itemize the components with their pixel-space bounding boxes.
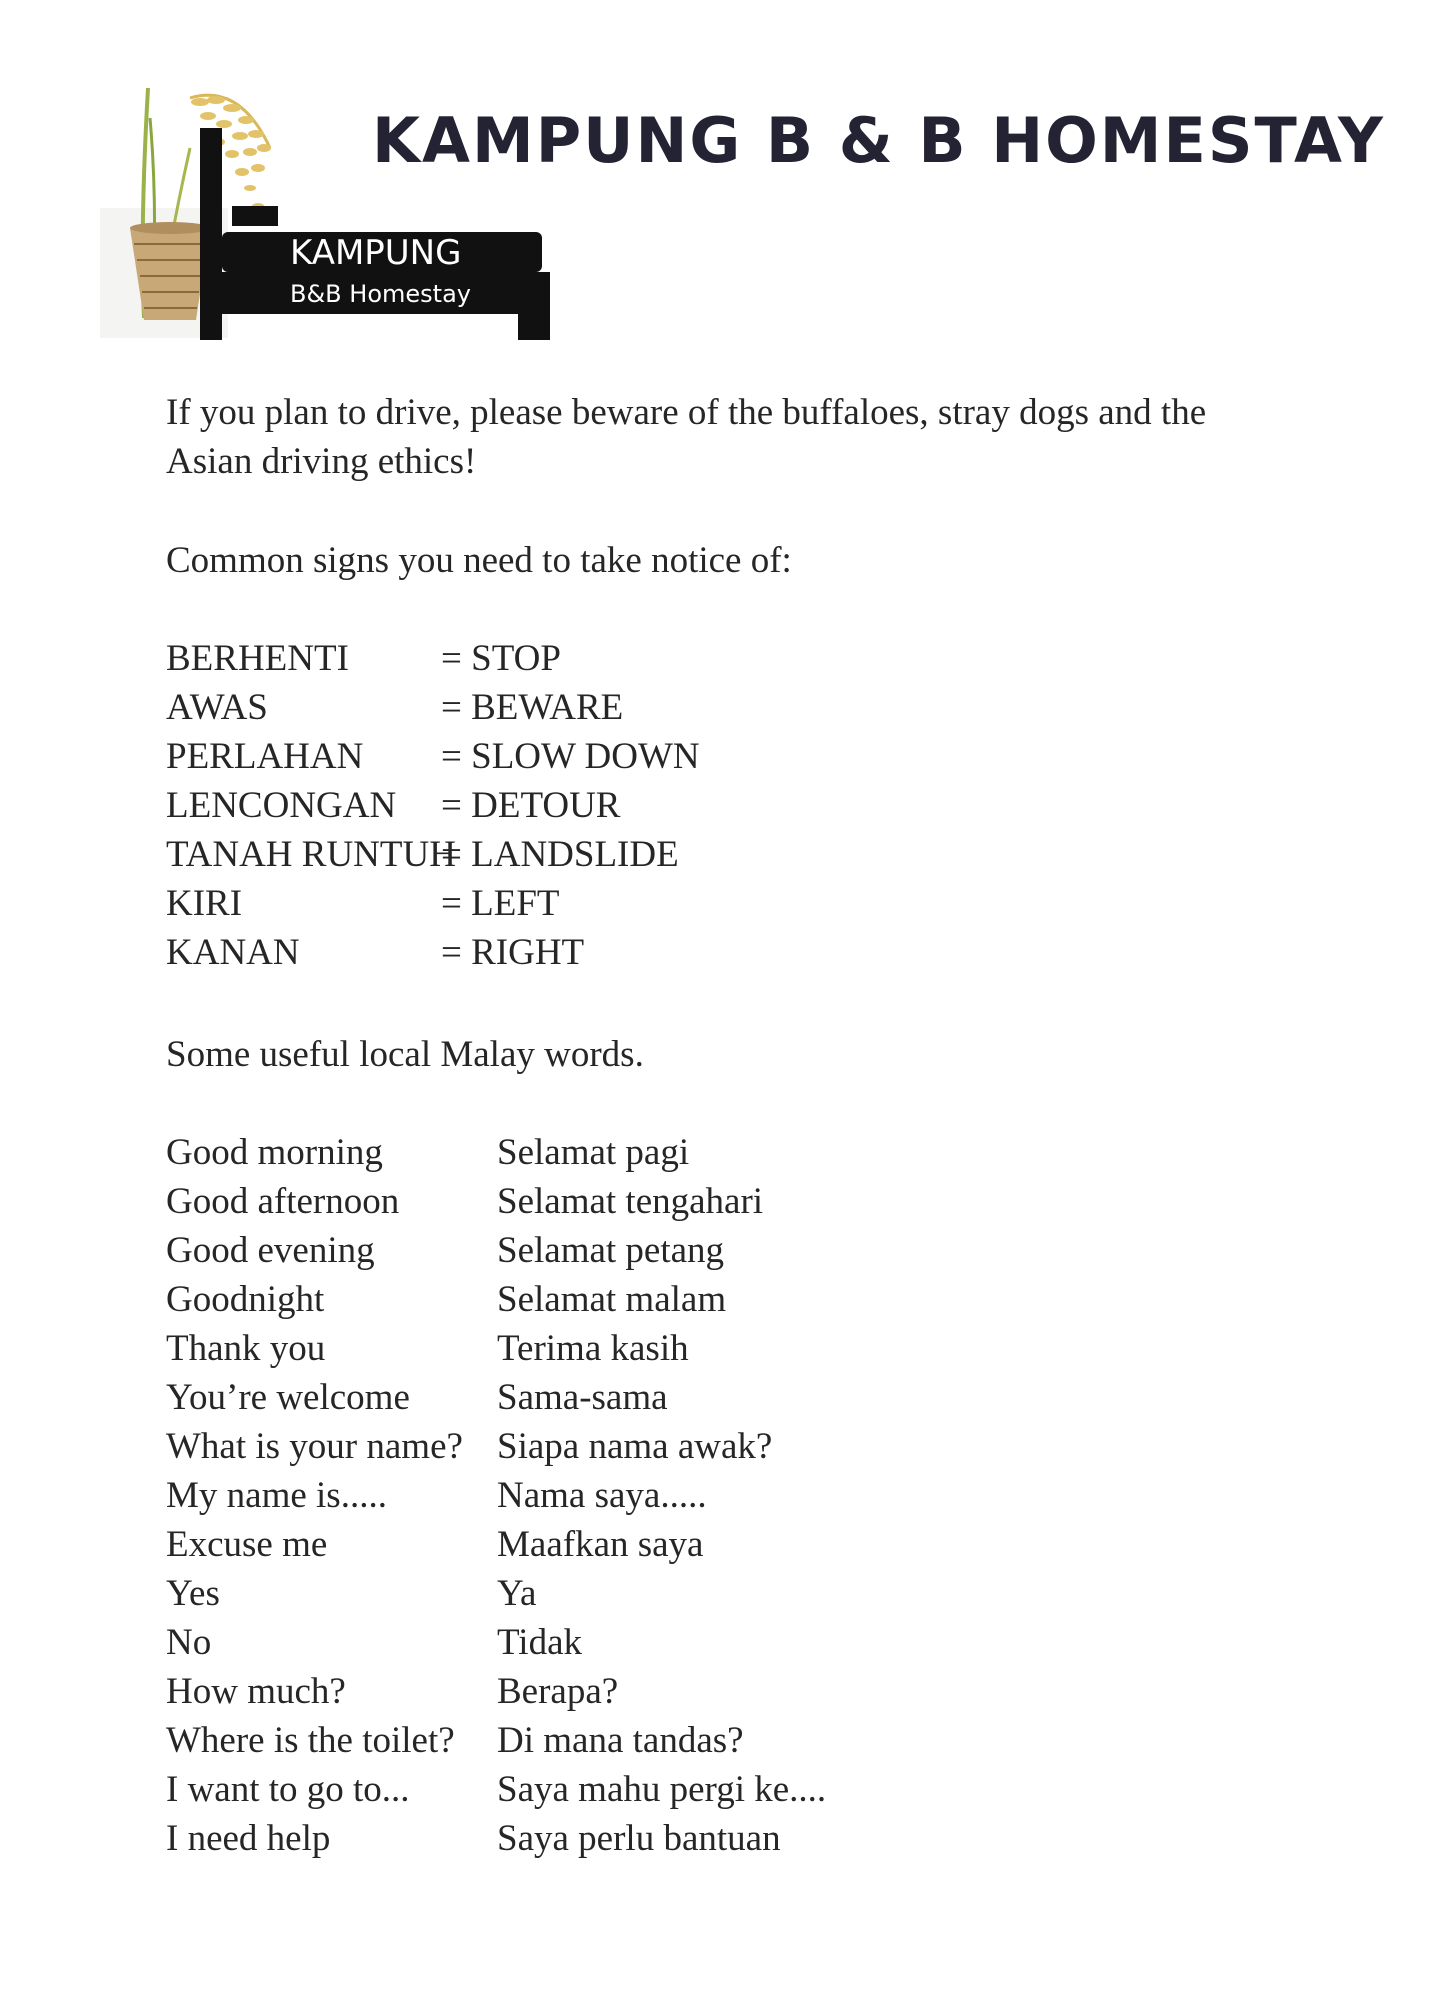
sign-malay: PERLAHAN [166,736,364,777]
sign-row [166,928,1066,977]
word-malay: Siapa nama awak? [497,1426,773,1467]
word-english: Goodnight [166,1279,325,1320]
word-english: Yes [166,1573,220,1614]
sign-english: = DETOUR [441,785,621,826]
sign-row [166,634,1066,683]
sign-malay: KIRI [166,883,243,924]
sign-english: = LANDSLIDE [441,834,679,875]
word-malay: Selamat petang [497,1230,725,1271]
sign-english: = BEWARE [441,687,624,728]
word-english: My name is..... [166,1475,387,1516]
word-english: Where is the toilet? [166,1720,455,1761]
sign-english: = SLOW DOWN [441,736,700,777]
word-malay: Sama-sama [497,1377,668,1418]
sign-english: = RIGHT [441,932,585,973]
word-malay: Selamat tengahari [497,1181,764,1222]
signs-heading: Common signs you need to take notice of: [166,540,792,581]
word-english: Excuse me [166,1524,328,1565]
sign-malay: KANAN [166,932,300,973]
word-english: You’re welcome [166,1377,410,1418]
word-row [166,1765,1066,1814]
word-row [166,1471,1066,1520]
word-row [166,1324,1066,1373]
word-malay: Saya mahu pergi ke.... [497,1769,827,1810]
word-row [166,1275,1066,1324]
word-row [166,1520,1066,1569]
word-malay: Ya [497,1573,537,1614]
sign-malay: AWAS [166,687,268,728]
word-row [166,1128,1066,1177]
word-row [166,1814,1066,1863]
word-malay: Selamat pagi [497,1132,690,1173]
word-row [166,1716,1066,1765]
sign-row [166,830,1066,879]
word-english: No [166,1622,212,1663]
word-english: Good afternoon [166,1181,400,1222]
word-english: I want to go to... [166,1769,410,1810]
word-malay: Terima kasih [497,1328,689,1369]
word-row [166,1226,1066,1275]
word-row [166,1569,1066,1618]
sign-row [166,781,1066,830]
page-title: KAMPUNG B & B HOMESTAY [372,104,1385,177]
word-english: How much? [166,1671,346,1712]
word-malay: Di mana tandas? [497,1720,744,1761]
word-english: Thank you [166,1328,326,1369]
sign-malay: TANAH RUNTUH [166,834,456,875]
sign-english: = STOP [441,638,561,679]
word-malay: Selamat malam [497,1279,727,1320]
intro-line-2: Asian driving ethics! [166,441,477,482]
logo-name: KAMPUNG [290,233,462,273]
word-malay: Maafkan saya [497,1524,704,1565]
word-malay: Tidak [497,1622,583,1663]
words-list [166,1128,1316,1868]
word-malay: Saya perlu bantuan [497,1818,781,1859]
word-malay: Berapa? [497,1671,619,1712]
word-row [166,1422,1066,1471]
sign-malay: BERHENTI [166,638,349,679]
word-malay: Nama saya..... [497,1475,707,1516]
word-row [166,1373,1066,1422]
word-english: Good morning [166,1132,383,1173]
sign-malay: LENCONGAN [166,785,397,826]
intro-line-1: If you plan to drive, please beware of the buffaloes, stray dogs and the [166,392,1207,433]
logo-subtitle: B&B Homestay [290,280,471,308]
sign-row [166,732,1066,781]
word-english: What is your name? [166,1426,463,1467]
sign-english: = LEFT [441,883,560,924]
sign-row [166,879,1066,928]
intro-paragraph [166,388,1316,486]
word-row [166,1618,1066,1667]
sign-row [166,683,1066,732]
word-english: I need help [166,1818,331,1859]
word-row [166,1667,1066,1716]
word-english: Good evening [166,1230,375,1271]
words-heading: Some useful local Malay words. [166,1034,644,1075]
signs-list [166,634,1316,994]
word-row [166,1177,1066,1226]
